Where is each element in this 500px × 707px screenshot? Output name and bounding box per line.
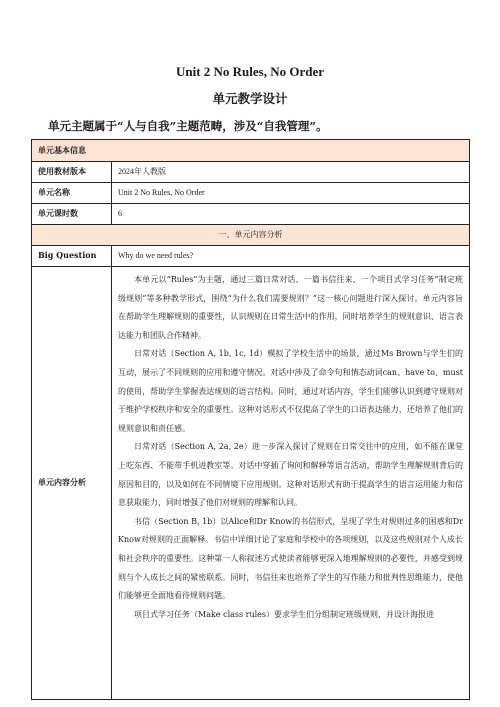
content-analysis-row — [32, 267, 470, 700]
textbook-value: 2024年人教版 — [112, 162, 470, 183]
content-paragraph: 项目式学习任务（Make class rules）要求学生们分组制定班级规则，并设计海报进 — [134, 609, 435, 619]
section-one-row — [32, 225, 470, 246]
unit-theme-statement: 单元主题属于“人与自我”主题范畴，涉及“自我管理”。 — [48, 119, 328, 133]
content-paragraph: 本单元以“Rules”为主题，通过三篇日常对话、一篇书信往来、一个项目式学习任务“制定班级规则”等多种教学形式，围绕“为什么我们需要规则？”这一核心问题进行深入探讨。单元内容旨在帮助学生理解规则的重要性，认识规则在日常生活中的作用，同时培养学生的规则意识、语言表达能力和团队合作精神。 — [118, 275, 463, 340]
big-question-value: Why do we need rules? — [112, 246, 470, 267]
hours-value: 6 — [112, 204, 470, 225]
big-question-row — [32, 246, 470, 267]
content-paragraph: 日常对话（Section A, 2a, 2e）进一步深入探讨了规则在日常交往中的应用，如不能在课堂上吃东西、不能带手机进教室等。对话中穿插了询问和解释等语言活动，帮助学生理解规则背后的原因和目的，以及如何在不同情境下应用规则。这种对话形式有助于提高学生的语言运用能力和信息获取能力，同时增强了他们对规则的理解和认同。 — [118, 442, 463, 508]
content-analysis-cell — [112, 267, 470, 700]
content-analysis-label: 单元内容分析 — [32, 267, 112, 700]
unit-name-label: 单元名称 — [32, 183, 112, 204]
document-subtitle: 单元教学设计 — [212, 91, 288, 106]
unit-design-table — [31, 139, 470, 700]
basic-info-header-row — [32, 140, 470, 162]
content-paragraph: 书信（Section B, 1b）以Alice和Dr Know的书信形式，呈现了学生对规则过多的困惑和Dr Know对规则的正面解释。书信中详细讨论了家庭和学校中的各项规则，以及这些规则对个人成长和社会秩序的重要性。这种第一人称叙述方式使读者能够更深入地理解规则的必要性，并感受到规则与个人成长之间的紧密联系。同时，书信往来也培养了学生的写作能力和批判性思维能力，使他们能够更全面地看待规则问题。 — [118, 516, 463, 601]
unit-name-row — [32, 183, 470, 204]
big-question-label: Big Question — [32, 246, 112, 267]
textbook-label: 使用教材版本 — [32, 162, 112, 183]
section-one-title: 一、单元内容分析 — [32, 225, 470, 246]
basic-info-header: 单元基本信息 — [32, 140, 470, 162]
textbook-row — [32, 162, 470, 183]
hours-row — [32, 204, 470, 225]
hours-label: 单元课时数 — [32, 204, 112, 225]
content-paragraph: 日常对话（Section A, 1b, 1c, 1d）模拟了学校生活中的场景，通过Ms Brown与学生们的互动，展示了不同规则的应用和遵守情况。对话中涉及了命令句和情态动词can、have to、must的使用，帮助学生掌握表达规则的语言结构。同时，通过对话内容，学生们能够认识到遵守规则对于维护学校秩序和安全的重要性。这种对话形式不仅提高了学生的口语表达能力，还培养了他们的规则意识和责任感。 — [118, 349, 463, 433]
document-title: Unit 2 No Rules, No Order — [175, 64, 325, 79]
unit-name-value: Unit 2 No Rules, No Order — [112, 183, 470, 204]
